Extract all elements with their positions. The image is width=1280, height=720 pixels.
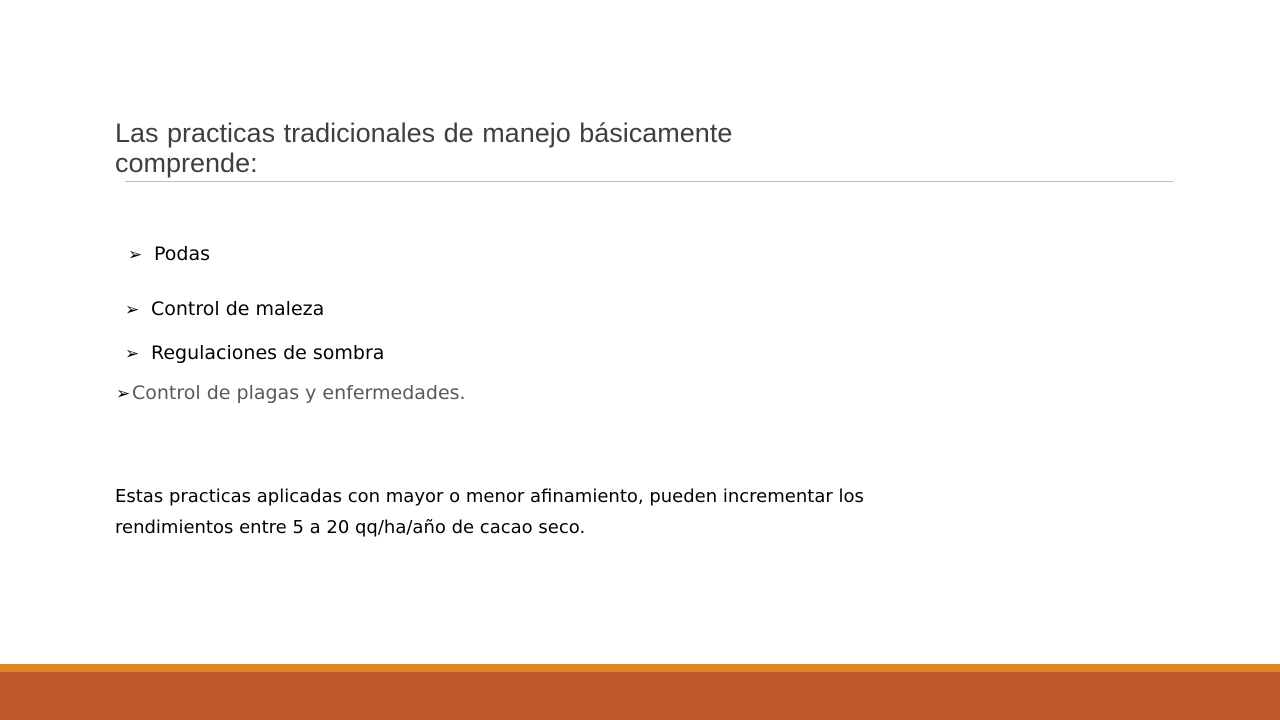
arrow-bullet-icon: ➢	[125, 344, 140, 364]
arrow-bullet-icon: ➢	[128, 245, 143, 265]
bullet-item-regulaciones-sombra	[125, 341, 384, 366]
bullet-label: Control de maleza	[151, 298, 325, 320]
bullet-label: Control de plagas y enfermedades.	[132, 382, 466, 404]
title-divider	[125, 181, 1173, 182]
body-paragraph: Estas practicas aplicadas con mayor o menor afinamiento, pueden incrementar los rendimientos entre 5 a 20 qq/ha/año de cacao seco.	[115, 486, 864, 538]
bullet-item-control-plagas	[116, 381, 466, 406]
arrow-bullet-icon: ➢	[116, 384, 131, 404]
slide-title: Las practicas tradicionales de manejo básicamente comprende:	[115, 118, 733, 178]
arrow-bullet-icon: ➢	[125, 300, 140, 320]
footer-accent-bar	[0, 664, 1280, 672]
bullet-item-control-maleza	[125, 297, 324, 322]
bullet-label: Regulaciones de sombra	[151, 342, 385, 364]
bullet-item-podas	[128, 242, 210, 267]
footer-bar	[0, 672, 1280, 720]
bullet-label: Podas	[154, 243, 211, 265]
